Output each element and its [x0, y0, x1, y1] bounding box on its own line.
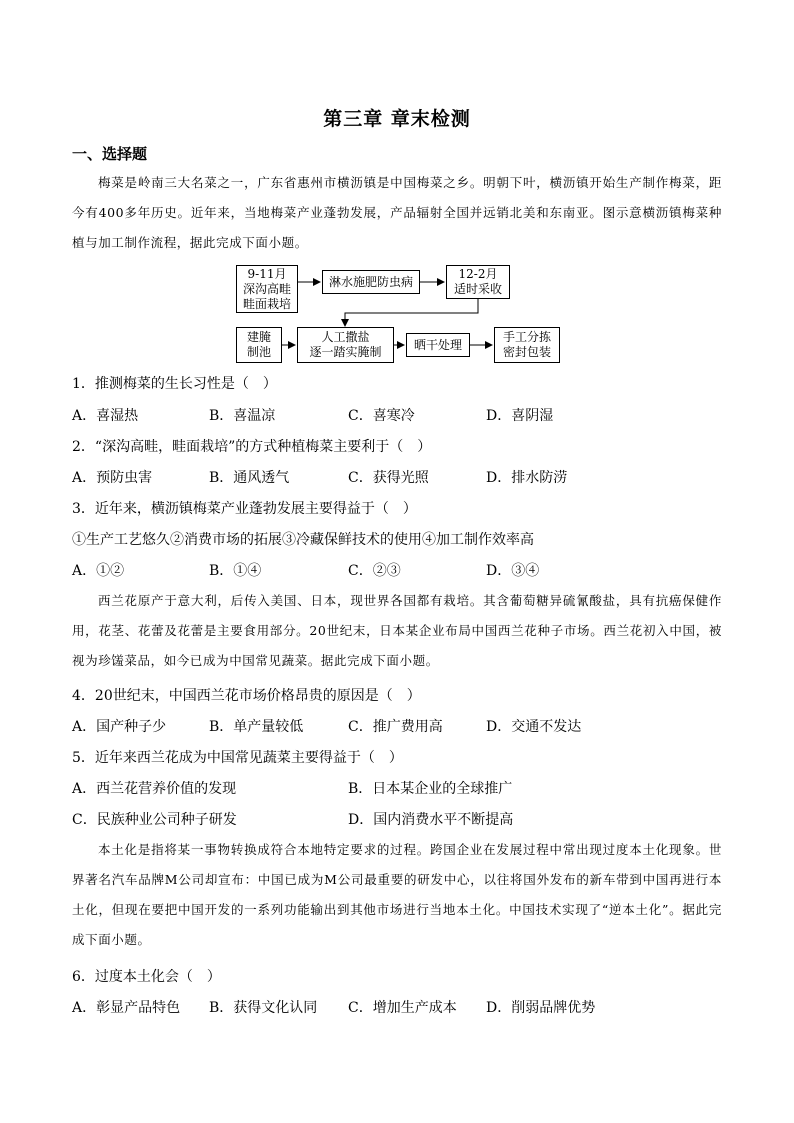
flow-step-pool: 建腌 制池	[236, 327, 282, 363]
flow-step-fertilize: 淋水施肥防虫病	[322, 270, 420, 294]
question-5-option-b[interactable]: B．日本某企业的全球推广	[348, 781, 513, 797]
question-4-option-a[interactable]: A．国产种子少	[72, 719, 167, 735]
question-4-stem: 4．20世纪末，中国西兰花市场价格昂贵的原因是（ ）	[72, 688, 421, 704]
question-2-option-c[interactable]: C．获得光照	[348, 470, 429, 486]
question-6-option-b[interactable]: B．获得文化认同	[209, 1000, 318, 1016]
flowchart-arrows	[0, 0, 794, 380]
passage-1: 梅菜是岭南三大名菜之一，广东省惠州市横沥镇是中国梅菜之乡。明朝下叶，横沥镇开始生产制作梅菜，距今有400多年历史。近年来，当地梅菜产业蓬勃发展，产品辐射全国并远销北美和东南亚。图示意横沥镇梅菜种植与加工制作流程，据此完成下面小题。	[72, 175, 722, 250]
question-2-option-b[interactable]: B．通风透气	[209, 470, 290, 486]
question-1-option-c[interactable]: C．喜寒冷	[348, 408, 415, 424]
question-1-option-d[interactable]: D．喜阴湿	[486, 408, 554, 424]
flow-step-drying: 晒干处理	[406, 333, 470, 357]
passage-2: 西兰花原产于意大利，后传入美国、日本，现世界各国都有栽培。其含葡萄糖异硫氰酸盐，具有抗癌保健作用，花茎、花蕾及花蕾是主要食用部分。20世纪末，日本某企业布局中国西兰花种子市场。西兰花初入中国，被视为珍馐菜品，如今已成为中国常见蔬菜。据此完成下面小题。	[72, 593, 722, 668]
question-6-option-a[interactable]: A．彰显产品特色	[72, 1000, 181, 1016]
question-6-stem: 6．过度本土化会（ ）	[72, 969, 221, 985]
question-3-option-c[interactable]: C．②③	[348, 563, 401, 579]
question-4-option-d[interactable]: D．交通不发达	[486, 719, 582, 735]
question-6-option-c[interactable]: C．增加生产成本	[348, 1000, 457, 1016]
question-3-items: ①生产工艺悠久②消费市场的拓展③冷藏保鲜技术的使用④加工制作效率高	[72, 532, 534, 548]
section-heading: 一、选择题	[72, 145, 148, 163]
question-3-option-b[interactable]: B．①④	[209, 563, 262, 579]
question-2-stem: 2．“深沟高畦，畦面栽培”的方式种植梅菜主要利于（ ）	[72, 439, 432, 455]
flow-step-planting: 9-11月 深沟高畦 畦面栽培	[236, 265, 298, 313]
question-2-option-a[interactable]: A．预防虫害	[72, 470, 153, 486]
question-1-option-b[interactable]: B．喜温凉	[209, 408, 276, 424]
question-2-option-d[interactable]: D．排水防涝	[486, 470, 568, 486]
question-5-stem: 5．近年来西兰花成为中国常见蔬菜主要得益于（ ）	[72, 750, 403, 766]
question-4-option-c[interactable]: C．推广费用高	[348, 719, 443, 735]
question-3-option-d[interactable]: D．③④	[486, 563, 540, 579]
arrow-3	[345, 299, 478, 326]
question-5-option-a[interactable]: A．西兰花营养价值的发现	[72, 781, 237, 797]
question-1-stem: 1．推测梅菜的生长习性是（ ）	[72, 376, 277, 392]
passage-3: 本土化是指将某一事物转换成符合本地特定要求的过程。跨国企业在发展过程中常出现过度本土化现象。世界著名汽车品牌M公司却宣布：中国已成为M公司最重要的研发中心，以往将国外发布的新车带到中国再进行本土化，但现在要把中国开发的一系列功能输出到其他市场进行当地本土化。中国技术实现了“逆本土化”。据此完成下面小题。	[72, 842, 722, 947]
question-3-stem: 3．近年来，横沥镇梅菜产业蓬勃发展主要得益于（ ）	[72, 501, 417, 517]
question-6-option-d[interactable]: D．削弱品牌优势	[486, 1000, 596, 1016]
question-3-option-a[interactable]: A．①②	[72, 563, 125, 579]
flow-step-salting: 人工撒盐 逐一踏实腌制	[297, 327, 394, 363]
flow-step-packing: 手工分拣 密封包装	[494, 327, 560, 363]
flow-step-harvest: 12-2月 适时采收	[446, 265, 510, 299]
question-4-option-b[interactable]: B．单产量较低	[209, 719, 304, 735]
page-title: 第三章 章末检测	[323, 108, 471, 130]
question-5-option-d[interactable]: D．国内消费水平不断提高	[348, 812, 514, 828]
question-5-option-c[interactable]: C．民族种业公司种子研发	[72, 812, 237, 828]
question-1-option-a[interactable]: A．喜湿热	[72, 408, 139, 424]
